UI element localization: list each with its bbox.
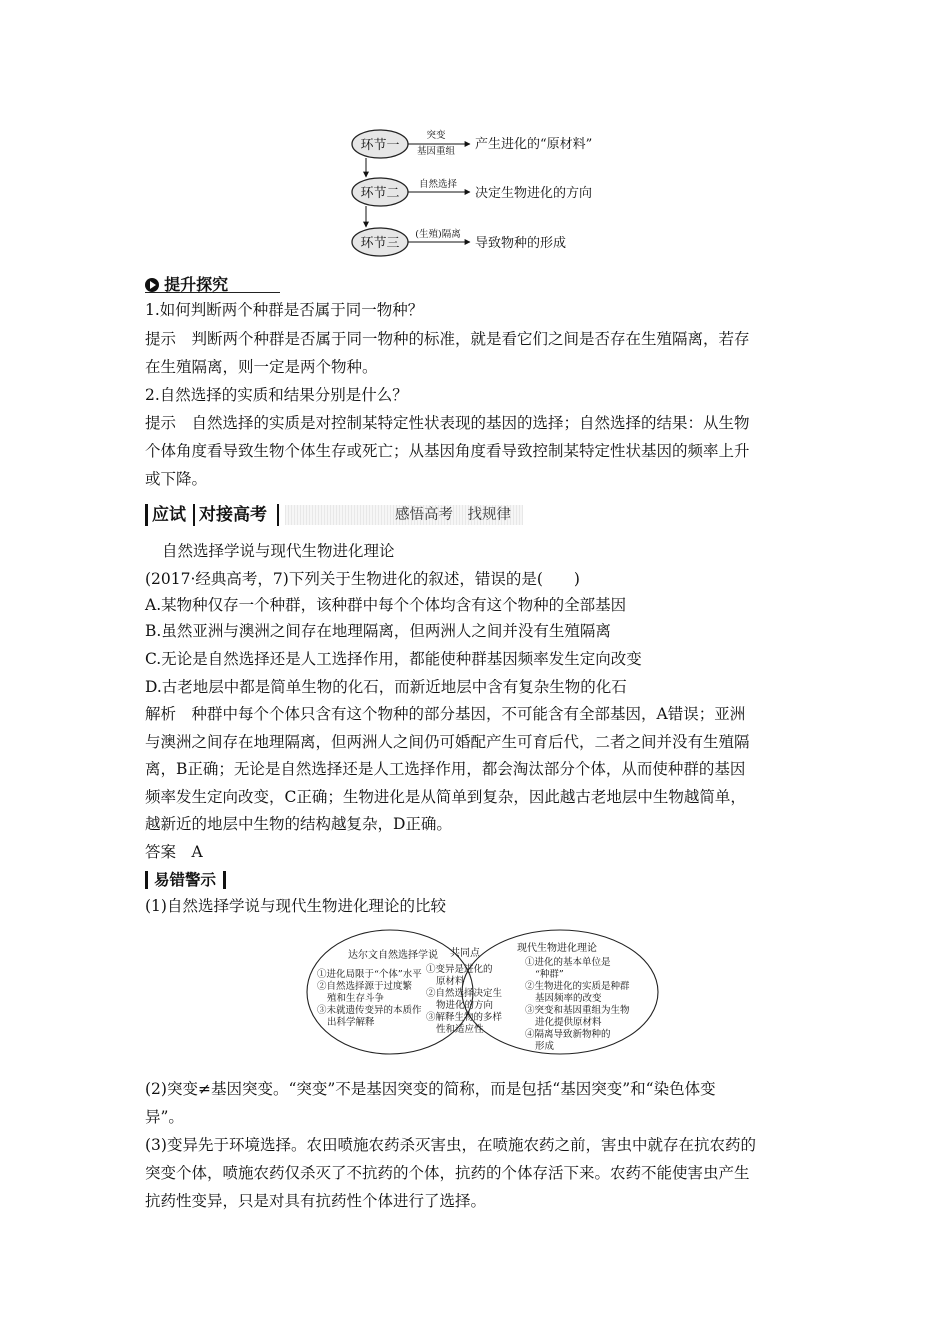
flow-result-3: 导致物种的形成 [475,236,567,251]
warning-item-3-line-3: 抗药性变异，只是对具有抗药性个体进行了选择。 [145,1192,487,1210]
svg-text:进化提供原材料: 进化提供原材料 [535,1017,602,1028]
analysis-line-5: 越新近的地层中生物的结构越复杂，D正确。 [145,815,452,833]
answer: 答案 A [145,843,203,861]
svg-text:③未就遗传变异的本质作: ③未就遗传变异的本质作 [317,1005,422,1016]
svg-text:①进化的基本单位是: ①进化的基本单位是 [525,957,611,968]
venn-right-title: 现代生物进化理论 [517,943,597,954]
svg-text:①变异是进化的: ①变异是进化的 [426,964,493,975]
analysis-line-1: 解析 种群中每个个体只含有这个物种的部分基因，不可能含有全部基因，A错误；亚洲 [145,705,746,723]
svg-text:原材料: 原材料 [436,976,465,987]
exam-topic: 自然选择学说与现代生物进化理论 [162,542,395,560]
svg-text:物进化的方向: 物进化的方向 [436,1000,494,1011]
svg-text:基因频率的改变: 基因频率的改变 [535,993,602,1004]
heading-underline [145,292,280,293]
flow-node-2 [352,178,408,206]
svg-text:“种群”: “种群” [535,969,564,980]
answer-2-line-3: 或下降。 [145,470,208,488]
svg-text:②生物进化的实质是种群: ②生物进化的实质是种群 [525,981,630,992]
svg-text:环节二: 环节二 [360,186,400,201]
section-heading-tisheng: 提升探究 [145,272,228,292]
analysis-line-2: 与澳洲之间存在地理隔离，但两洲人之间仍可婚配产生可育后代，二者之间并没有生殖隔 [145,733,750,751]
question-1: 1.如何判断两个种群是否属于同一物种？ [145,301,424,319]
venn-diagram [305,926,660,1058]
svg-text:性和适应性: 性和适应性 [436,1024,484,1035]
question-2: 2.自然选择的实质和结果分别是什么？ [145,386,408,404]
warning-item-2-line-2: 异”。 [145,1108,184,1126]
svg-text:②自然选择决定生: ②自然选择决定生 [426,988,503,999]
warning-item-1: (1)自然选择学说与现代生物进化理论的比较 [145,897,446,915]
answer-2-line-2: 个体角度看导致生物个体生存或死亡；从基因角度看导致控制某特定性状基因的频率上升 [145,442,750,460]
svg-text:环节三: 环节三 [360,236,400,251]
svg-text:③突变和基因重组为生物: ③突变和基因重组为生物 [525,1005,630,1016]
play-icon [145,278,159,292]
answer-2-line-1: 提示 自然选择的实质是对控制某特定性状表现的基因的选择；自然选择的结果：从生物 [145,414,750,432]
svg-text:基因重组: 基因重组 [416,146,456,157]
flow-node-1 [352,130,408,158]
svg-text:环节一: 环节一 [360,138,400,153]
analysis-line-4: 频率发生定向改变，C正确；生物进化是从简单到复杂，因此越古老地层中生物越简单， [145,788,746,806]
option-b: B.虽然亚洲与澳洲之间存在地理隔离，但两洲人之间并没有生殖隔离 [145,622,611,640]
flow-result-2: 决定生物进化的方向 [475,186,593,201]
venn-left-title: 达尔文自然选择学说 [348,950,438,961]
svg-text:④隔离导致新物种的: ④隔离导致新物种的 [525,1029,611,1040]
svg-text:②自然选择源于过度繁: ②自然选择源于过度繁 [317,981,413,992]
option-a: A.某物种仅存一个种群，该种群中每个个体均含有这个物种的全部基因 [145,596,627,614]
svg-text:①进化局限于“个体”水平: ①进化局限于“个体”水平 [317,969,422,980]
venn-center-title: 共同点 [450,948,480,959]
evolution-flow-diagram [340,120,620,265]
flow-result-1: 产生进化的“原材料” [475,137,593,152]
flow-node-3 [352,228,408,256]
svg-text:(生殖)隔离: (生殖)隔离 [415,229,461,240]
exam-question: (2017·经典高考，7)下列关于生物进化的叙述，错误的是( ) [145,570,580,588]
svg-text:③解释生物的多样: ③解释生物的多样 [426,1012,503,1023]
svg-text:出科学解释: 出科学解释 [327,1017,375,1028]
svg-text:殖和生存斗争: 殖和生存斗争 [327,993,385,1004]
answer-1-line-1: 提示 判断两个种群是否属于同一物种的标准，就是看它们之间是否存在生殖隔离，若存 [145,330,750,348]
analysis-line-3: 离，B正确；无论是自然选择还是人工选择作用，都会淘汰部分个体，从而使种群的基因 [145,760,746,778]
svg-text:形成: 形成 [535,1041,555,1052]
svg-text:自然选择: 自然选择 [418,179,458,190]
exam-banner: 应试 对接高考 感悟高考 找规律 [145,503,523,527]
option-c: C.无论是自然选择还是人工选择作用，都能使种群基因频率发生定向改变 [145,650,642,668]
option-d: D.古老地层中都是简单生物的化石，而新近地层中含有复杂生物的化石 [145,678,627,696]
warning-item-3-line-2: 突变个体，喷施农药仅杀灭了不抗药的个体，抗药的个体存活下来。农药不能使害虫产生 [145,1164,750,1182]
warning-item-2-line-1: (2)突变≠基因突变。“突变”不是基因突变的简称，而是包括“基因突变”和“染色体变 [145,1080,716,1098]
warning-item-3-line-1: (3)变异先于环境选择。农田喷施农药杀灭害虫，在喷施农药之前，害虫中就存在抗农药的 [145,1136,756,1154]
svg-text:突变: 突变 [426,130,446,141]
answer-1-line-2: 在生殖隔离，则一定是两个物种。 [145,358,378,376]
